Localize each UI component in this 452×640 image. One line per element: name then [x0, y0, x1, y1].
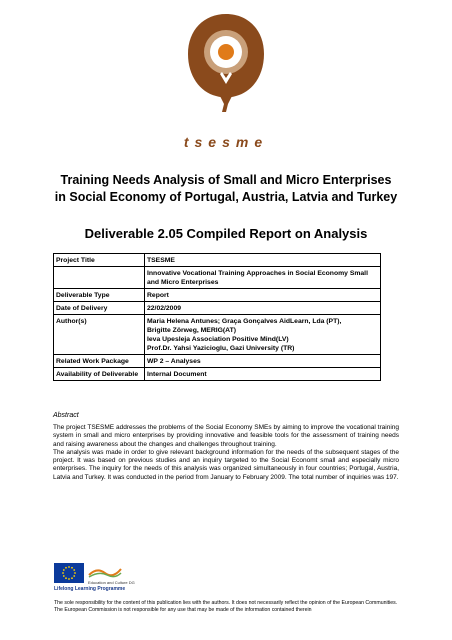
- author-line: Ieva Upesleja Association Positive Mind(LV): [147, 335, 289, 343]
- author-line: Brigitte Zörweg, MERIG(AT): [147, 326, 236, 334]
- document-title: [30, 172, 422, 206]
- project-title-label: Project Title: [54, 254, 145, 267]
- empty-cell: [54, 267, 145, 289]
- availability-label: Availability of Deliverable: [54, 368, 145, 381]
- authors-value: [145, 315, 381, 355]
- table-row: [54, 254, 381, 267]
- work-package-value: WP 2 – Analyses: [145, 355, 381, 368]
- abstract-heading: Abstract: [53, 412, 79, 419]
- author-line: Prof.Dr. Yahsi Yazicioglu, Gazi University (TR): [147, 344, 295, 352]
- eac-label: Education and Culture DG: [88, 580, 135, 585]
- table-row: [54, 289, 381, 302]
- eu-flag-icon: [54, 563, 84, 583]
- date-value: 22/02/2009: [145, 302, 381, 315]
- llp-logo-icon: [87, 565, 123, 579]
- date-label: Date of Delivery: [54, 302, 145, 315]
- table-row: [54, 302, 381, 315]
- title-line-2: in Social Economy of Portugal, Austria, Latvia and Turkey: [54, 190, 398, 204]
- table-row: [54, 267, 381, 289]
- tsesme-logo-icon: [186, 12, 266, 130]
- title-line-1: Training Needs Analysis of Small and Micro Enterprises: [60, 173, 392, 187]
- llp-label: Lifelong Learning Programme: [54, 586, 126, 592]
- table-row: [54, 368, 381, 381]
- document-subtitle: Deliverable 2.05 Compiled Report on Analysis: [84, 226, 368, 241]
- work-package-label: Related Work Package: [54, 355, 145, 368]
- logo-wordmark: tsesme: [183, 134, 269, 150]
- author-line: Maria Helena Antunes; Graça Gonçalves AidLearn, Lda (PT),: [147, 317, 342, 325]
- table-row: [54, 355, 381, 368]
- disclaimer-text: The sole responsibility for the content of this publication lies with the authors. It does not necessarily reflect the opinion of the European Communities. The European Commission is not responsible for any use that may be made of the information contained therein: [54, 600, 398, 613]
- abstract-body: [53, 424, 399, 482]
- authors-label: Author(s): [54, 315, 145, 355]
- project-info-table: [53, 253, 381, 381]
- project-description: Innovative Vocational Training Approaches in Social Economy Small and Micro Enterprises: [145, 267, 381, 289]
- project-title-value: TSESME: [145, 254, 381, 267]
- abstract-paragraph-2: The analysis was made in order to give relevant background information for the needs of the subsequent stages of the project. It was based on previous studies and an inquiry targeted to the Social Economt small and especially micro enterprises. The inquiry for the needs of this analysis was organized simultaneously in four countries; Portugal, Austria, Latvia and Turkey. It was conducted in the period from January to February 2009. The total number of inquiries was 197.: [53, 448, 399, 481]
- table-row: [54, 315, 381, 355]
- deliverable-type-label: Deliverable Type: [54, 289, 145, 302]
- availability-value: Internal Document: [145, 368, 381, 381]
- deliverable-type-value: Report: [145, 289, 381, 302]
- abstract-paragraph-1: The project TSESME addresses the problems of the Social Economy SMEs by aiming to improve the vocational training system in small and micro enterprises by providing innovative and feasible tools for the assessment of training needs and raising awareness about the changes and challenges throughout training.: [53, 424, 399, 448]
